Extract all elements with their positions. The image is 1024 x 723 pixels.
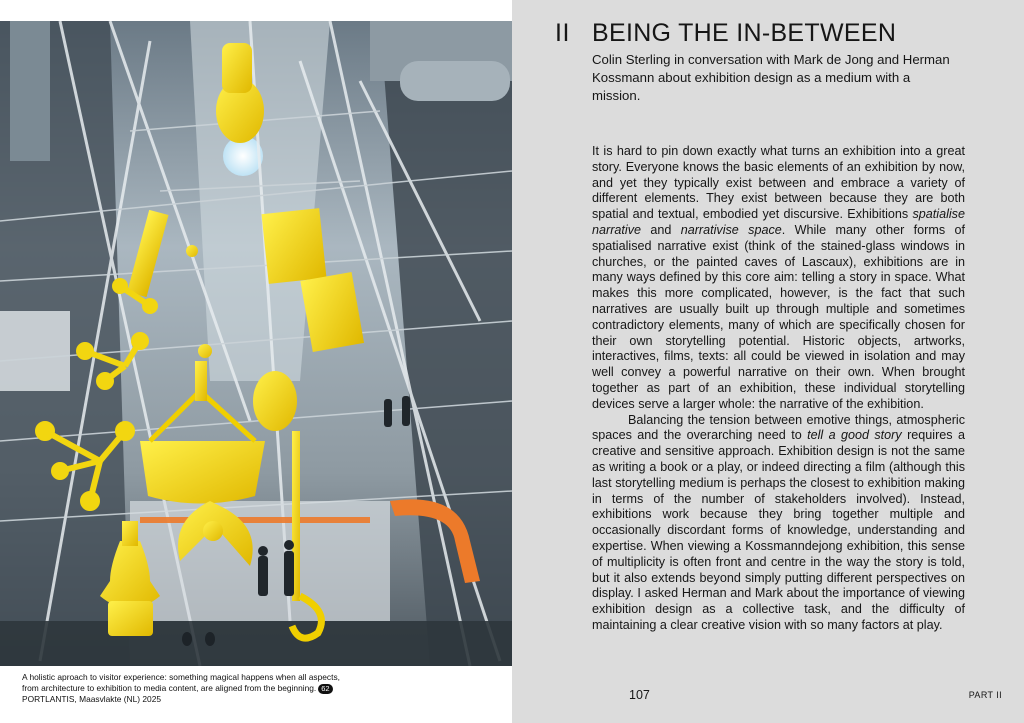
- chapter-subtitle: Colin Sterling in conversation with Mark de Jong and Herman Kossmann about exhibition design as a medium with a mission.: [592, 52, 950, 103]
- body-text: [592, 144, 965, 634]
- caption-line-2-text: from architecture to exhibition to media content, are aligned from the beginning.: [22, 682, 317, 693]
- paragraph-1-part-c: . While many other forms of spatialised narrative exist (think of the stained-glass windows in churches, or the painted caves of Lascaux), exhibitions are in many ways defined by this core aim: telling a story in space. What makes this more complicated, however, is the fact that such narratives are usually built up through multiple and sometimes contradictory elements, many of which are specifically chosen for their own storytelling potential. Historic objects, artworks, interactives, films, texts: all could be viewed in isolation and may well convey a powerful narrative on their own. When brought together as part of an exhibition, these individual storytelling devices serve a larger whole: the narrative of the exhibition.: [592, 222, 965, 411]
- caption-line-2: [22, 683, 352, 694]
- page-number: 107: [629, 688, 650, 702]
- image-reference-badge: 62: [318, 684, 332, 694]
- chapter-title: BEING THE IN-BETWEEN: [592, 19, 897, 47]
- caption-line-3: PORTLANTIS, Maasvlakte (NL) 2025: [22, 693, 162, 704]
- photo-caption: [22, 672, 352, 704]
- paragraph-1-emphasis-1: spatialise narrative: [592, 207, 965, 237]
- paragraph-2-emphasis-1: tell a good story: [807, 428, 902, 443]
- paragraph-1-emphasis-2: narrativise space: [680, 222, 782, 237]
- right-page: [512, 0, 1024, 723]
- chapter-number: II: [555, 19, 570, 47]
- part-label: PART II: [968, 690, 1002, 700]
- paragraph-1-part-a: It is hard to pin down exactly what turns an exhibition into a great story. Everyone knows the basic elements of an exhibition by now, and yet they typically exist between and embrace a variety of different elements. They exist between because they are both spatial and textual, embodied yet discursive. Exhibitions: [592, 144, 965, 222]
- caption-line-1: A holistic aproach to visitor experience: something magical happens when all aspects,: [22, 672, 340, 682]
- paragraph-1-part-b: and: [641, 222, 681, 237]
- paragraph-2-part-a: Balancing the tension between emotive things, atmospheric spaces and the overarching need to: [592, 412, 965, 443]
- paragraph-2: [592, 413, 965, 634]
- exhibition-atrium-photo: [0, 21, 512, 666]
- paragraph-2-part-b: requires a creative and sensitive approach. Exhibition design is not the same as writing a book or a play, or indeed directing a film (although this last storytelling medium is perhaps the closest to exhibition making in terms of the number of stakeholders involved). Instead, exhibitions work because they bring together multiple and occasionally discordant forms of knowledge, understanding and expertise. When viewing a Kossmanndejong exhibition, this sense of multiplicity is often front and centre in the way the story is told, but it also extends beyond simply putting different perspectives on display. I asked Herman and Mark about the importance of viewing exhibition design as a collective task, and the difficulty of maintaining a clear creative vision with so many factors at play.: [592, 428, 965, 632]
- paragraph-1: [592, 144, 965, 413]
